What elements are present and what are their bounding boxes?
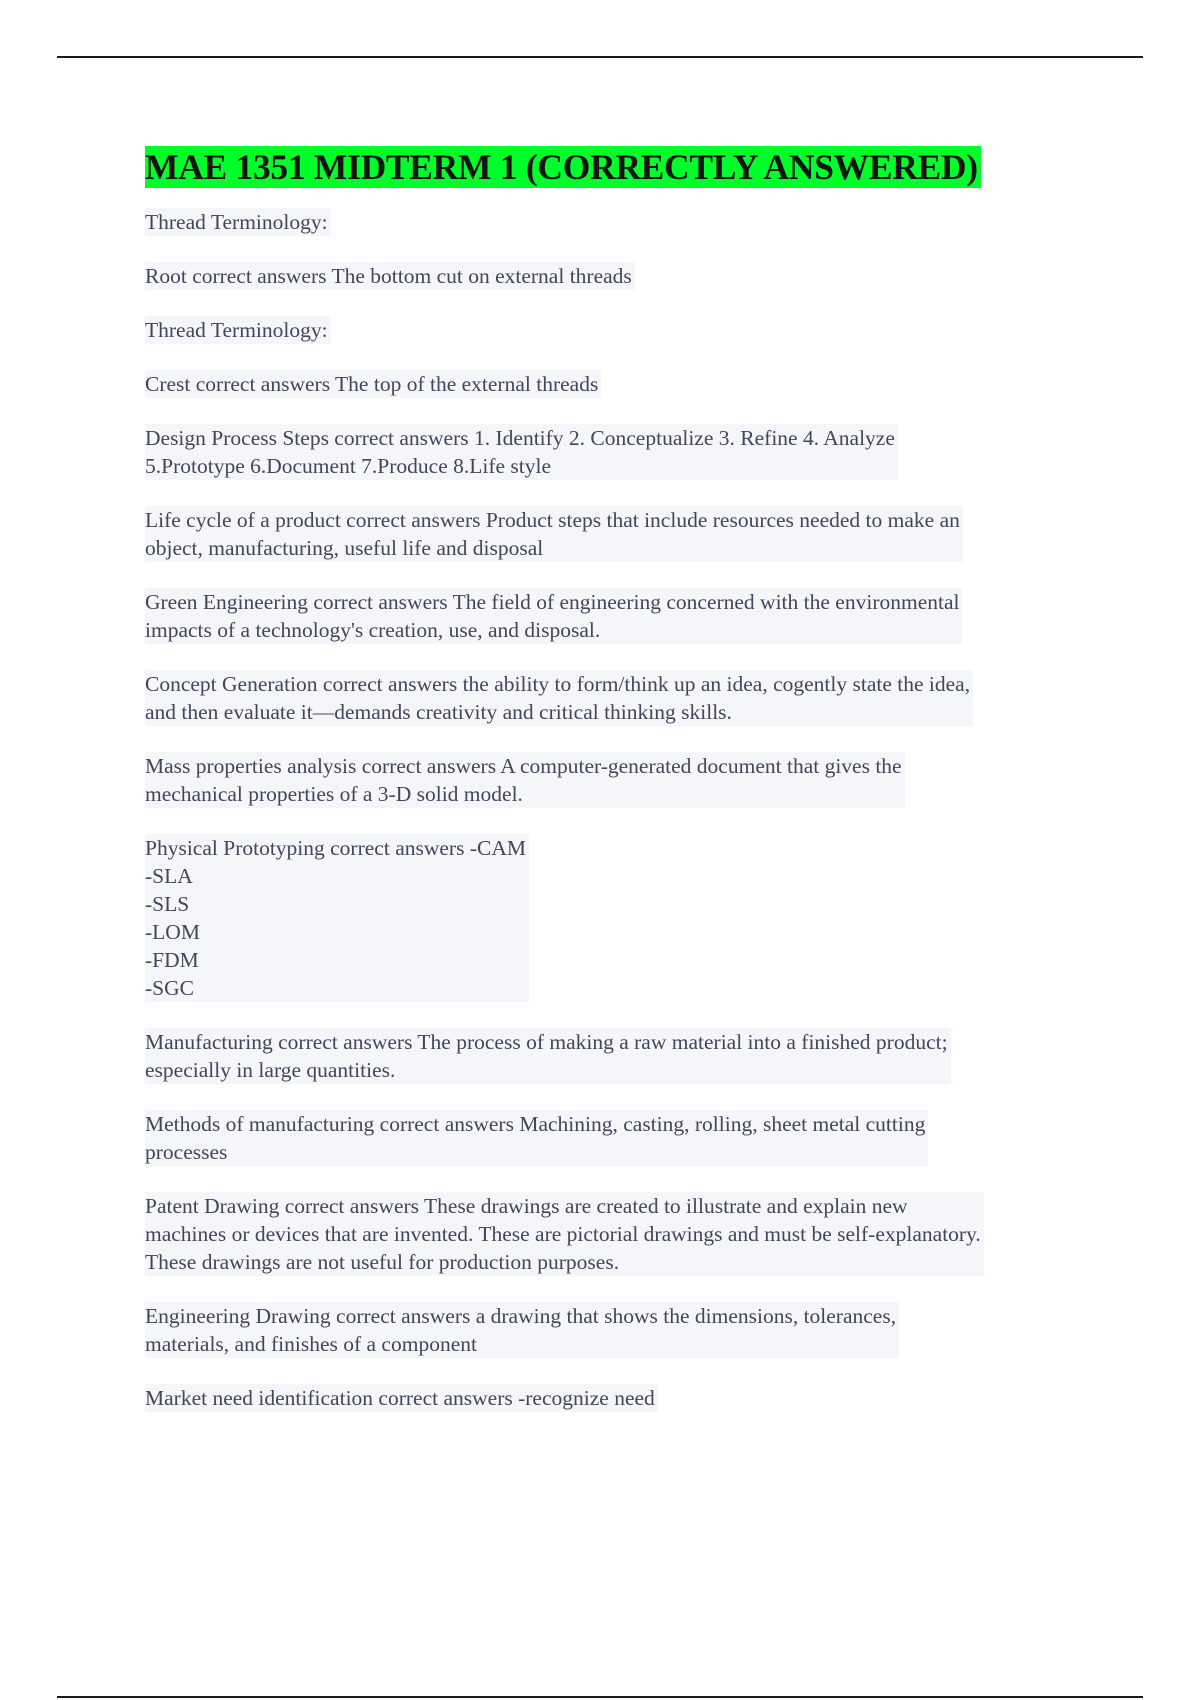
entry-market-need: Market need identification correct answers -recognize need [145,1384,658,1412]
entry-design-process-steps: Design Process Steps correct answers 1. Identify 2. Conceptualize 3. Refine 4. Analyze 5.Prototype 6.Document 7.Produce 8.Life style [145,424,898,480]
entry-crest: Crest correct answers The top of the external threads [145,370,601,398]
entry-mass-properties: Mass properties analysis correct answers A computer-generated document that gives the mechanical properties of a 3-D solid model. [145,752,905,808]
entry-patent-drawing: Patent Drawing correct answers These drawings are created to illustrate and explain new machines or devices that are invented. These are pictorial drawings and must be self-explanatory. These drawings are not useful for production purposes. [145,1192,984,1276]
entry-manufacturing: Manufacturing correct answers The process of making a raw material into a finished product; especially in large quantities. [145,1028,951,1084]
entry-green-engineering: Green Engineering correct answers The field of engineering concerned with the environmental impacts of a technology's creation, use, and disposal. [145,588,962,644]
entry-methods-of-manufacturing: Methods of manufacturing correct answers Machining, casting, rolling, sheet metal cutting processes [145,1110,928,1166]
footer-rule [57,1696,1143,1698]
document-body [145,146,1100,1438]
entry-thread-terminology-2: Thread Terminology: [145,316,331,344]
entry-concept-generation: Concept Generation correct answers the ability to form/think up an idea, cogently state the idea, and then evaluate it—demands creativity and critical thinking skills. [145,670,973,726]
entry-root: Root correct answers The bottom cut on external threads [145,262,635,290]
entry-engineering-drawing: Engineering Drawing correct answers a drawing that shows the dimensions, tolerances, materials, and finishes of a component [145,1302,899,1358]
entry-life-cycle: Life cycle of a product correct answers Product steps that include resources needed to make an object, manufacturing, useful life and disposal [145,506,963,562]
header-rule [57,56,1143,58]
entry-thread-terminology-1: Thread Terminology: [145,208,331,236]
document-title: MAE 1351 MIDTERM 1 (CORRECTLY ANSWERED) [145,146,981,188]
entry-physical-prototyping: Physical Prototyping correct answers -CAM -SLA -SLS -LOM -FDM -SGC [145,834,529,1002]
